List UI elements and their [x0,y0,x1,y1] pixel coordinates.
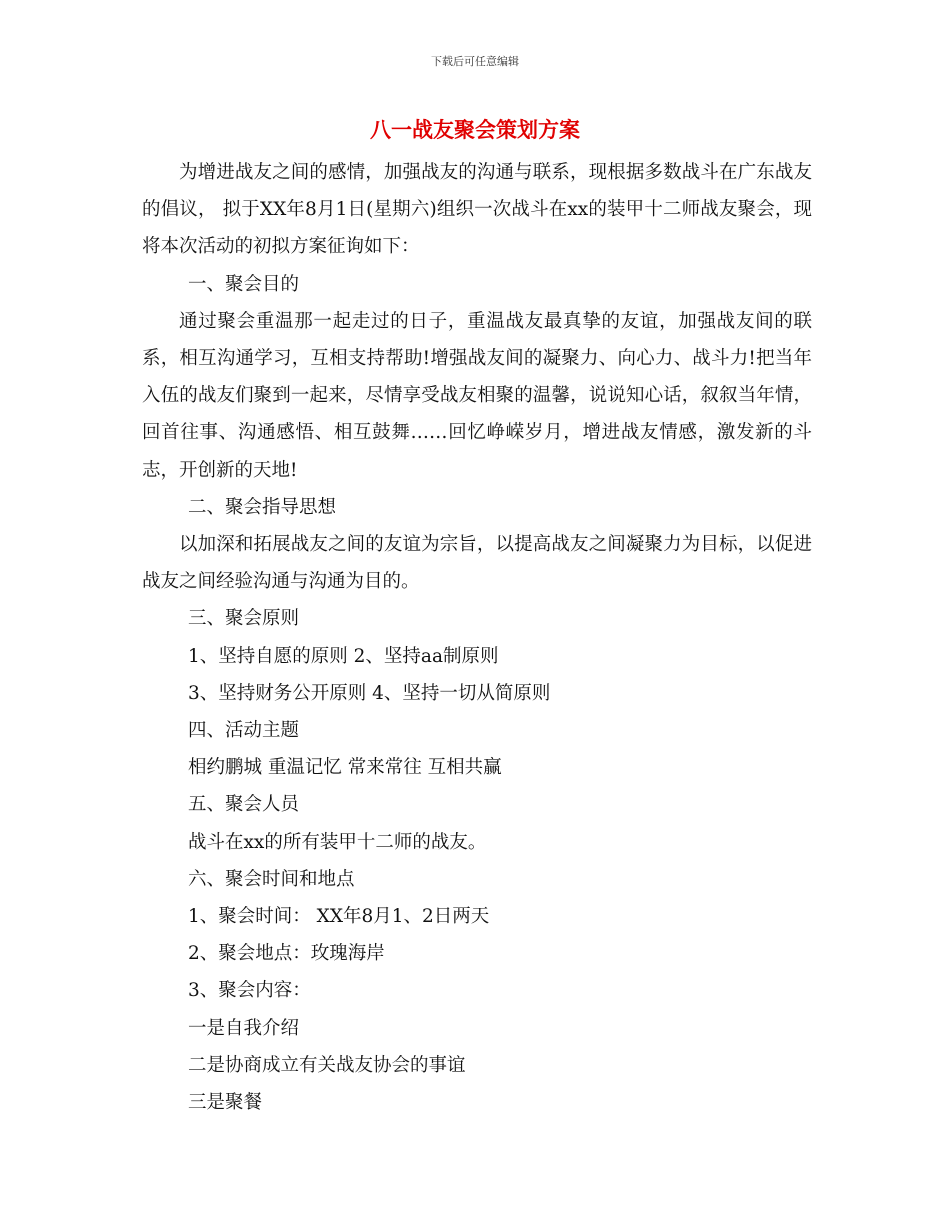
section-heading-theme: 四、活动主题 [188,720,300,742]
participants-text: 战斗在xx的所有装甲十二师的战友。 [188,831,487,853]
meeting-place: 2、聚会地点：玫瑰海岸 [188,943,385,965]
section-heading-principles: 三、聚会原则 [188,608,300,630]
content-item-1: 一是自我介绍 [188,1017,300,1039]
document-title: 八一战友聚会策划方案 [370,117,580,142]
meeting-time: 1、聚会时间： XX年8月1、2日两天 [188,906,490,928]
guiding-idea-paragraph: 以加深和拓展战友之间的友谊为宗旨，以提高战友之间凝聚力为目标，以促进战友之间经验沟通与沟通为目的。 [142,534,812,593]
section-heading-participants: 五、聚会人员 [188,794,300,816]
intro-paragraph: 为增进战友之间的感情，加强战友的沟通与联系，现根据多数战斗在广东战友的倡议， 拟于XX年8月1日(星期六)组织一次战斗在xx的装甲十二师战友聚会，现将本次活动的初拟方案征询如下： [142,162,812,258]
content-item-2: 二是协商成立有关战友协会的事谊 [188,1054,466,1076]
document-body [142,154,812,1121]
meeting-content-label: 3、聚会内容： [188,980,311,1002]
section-heading-time-place: 六、聚会时间和地点 [188,868,355,890]
theme-text: 相约鹏城 重温记忆 常来常往 互相共赢 [188,757,502,779]
principles-line-1: 1、坚持自愿的原则 2、坚持aa制原则 [188,645,499,667]
principles-line-2: 3、坚持财务公开原则 4、坚持一切从简原则 [188,682,551,704]
header-note: 下载后可任意编辑 [431,55,519,68]
section-heading-purpose: 一、聚会目的 [188,273,300,295]
section-heading-guiding-idea: 二、聚会指导思想 [188,496,337,518]
content-item-3: 三是聚餐 [188,1092,263,1114]
purpose-paragraph: 通过聚会重温那一起走过的日子，重温战友最真挚的友谊，加强战友间的联系，相互沟通学习，互相支持帮助!增强战友间的凝聚力、向心力、战斗力!把当年入伍的战友们聚到一起来，尽情享受战友相聚的温馨，说说知心话，叙叙当年情，回首往事、沟通感悟、相互鼓舞……回忆峥嵘岁月，增进战友情感，激发新的斗志，开创新的天地! [142,310,812,481]
